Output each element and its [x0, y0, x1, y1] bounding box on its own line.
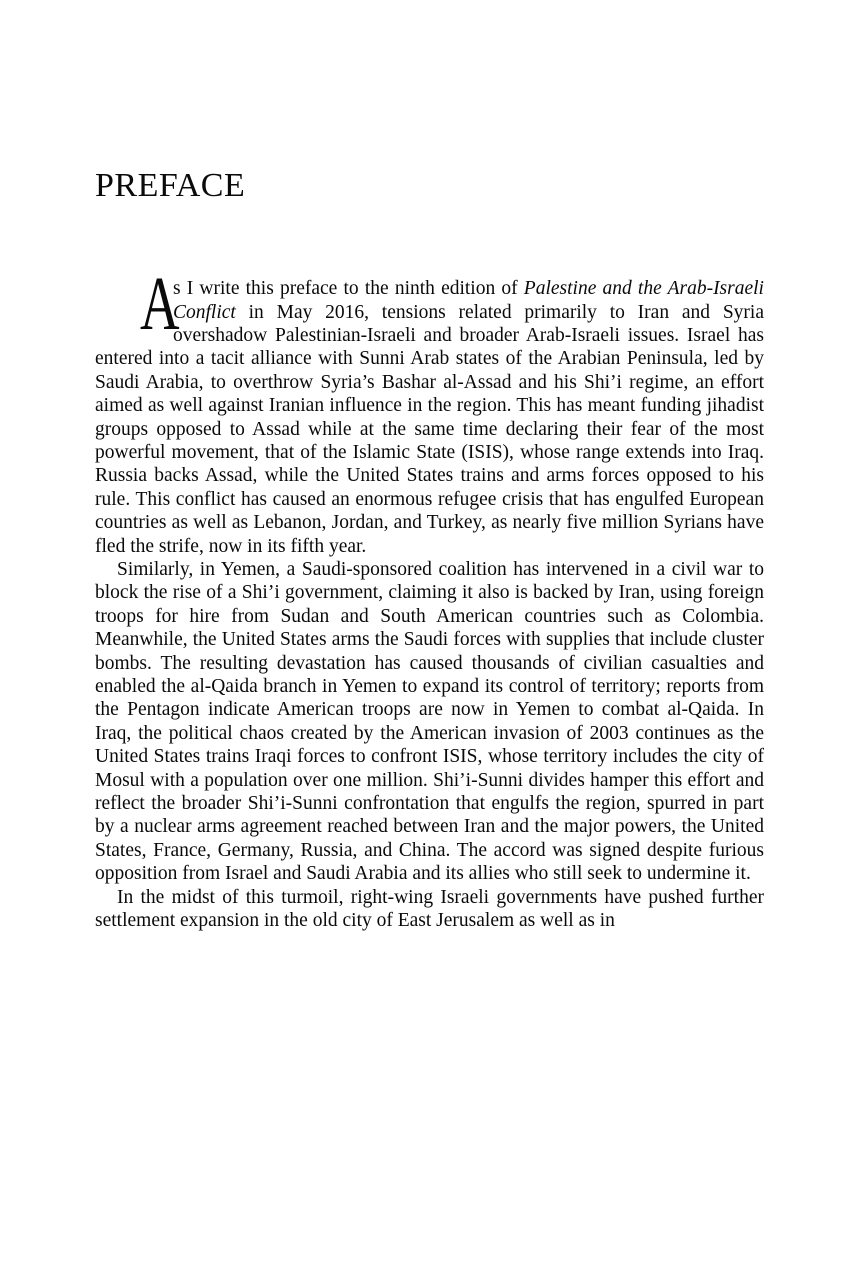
book-title-italic: Palestine and the Arab-Israeli Conflict [173, 278, 764, 323]
paragraph-1 [95, 262, 764, 558]
chapter-title: PREFACE [95, 167, 246, 204]
drop-cap: A [140, 262, 180, 347]
paragraph-3: In the midst of this turmoil, right-wing Israeli governments have pushed further settlement expansion in the old city of East Jerusalem as well as in [95, 886, 764, 932]
paragraph-1-lead: s I write this preface to the ninth edition of [173, 278, 524, 300]
book-page [0, 166, 860, 1284]
body-text [95, 262, 764, 932]
paragraph-2: Similarly, in Yemen, a Saudi-sponsored coalition has intervened in a civil war to block the rise of a Shi’i government, claiming it also is backed by Iran, using foreign troops for hire from Sudan and South American countries such as Colombia. Meanwhile, the United States arms the Saudi forces with supplies that include cluster bombs. The resulting devastation has caused thousands of civilian casualties and enabled the al-Qaida branch in Yemen to expand its control of territory; reports from the Pentagon indicate American troops are now in Yemen to combat al-Qaida. In Iraq, the political chaos created by the American invasion of 2003 continues as the United States trains Iraqi forces to confront ISIS, whose territory includes the city of Mosul with a population over one million. Shi’i-Sunni divides hamper this effort and reflect the broader Shi’i-Sunni confrontation that engulfs the region, spurred in part by a nuclear arms agreement reached between Iran and the major powers, the United States, France, Germany, Russia, and China. The accord was signed despite furious opposition from Israel and Saudi Arabia and its allies who still seek to undermine it. [95, 558, 764, 885]
paragraph-1-rest: in May 2016, tensions related primarily to Iran and Syria overshadow Palestinian-Israeli and broader Arab-Israeli issues. Israel has entered into a tacit alliance with Sunni Arab states of the Arabian Peninsula, led by Saudi Arabia, to overthrow Syria’s Bashar al-Assad and his Shi’i regime, an effort aimed as well against Iranian influence in the region. This has meant funding jihadist groups opposed to Assad while at the same time declaring their fear of the most powerful movement, that of the Islamic State (ISIS), whose range extends into Iraq. Russia backs Assad, while the United States trains and arms forces opposed to his rule. This conflict has caused an enormous refugee crisis that has engulfed European countries as well as Lebanon, Jordan, and Turkey, as nearly five million Syrians have fled the strife, now in its fifth year. [95, 301, 764, 557]
